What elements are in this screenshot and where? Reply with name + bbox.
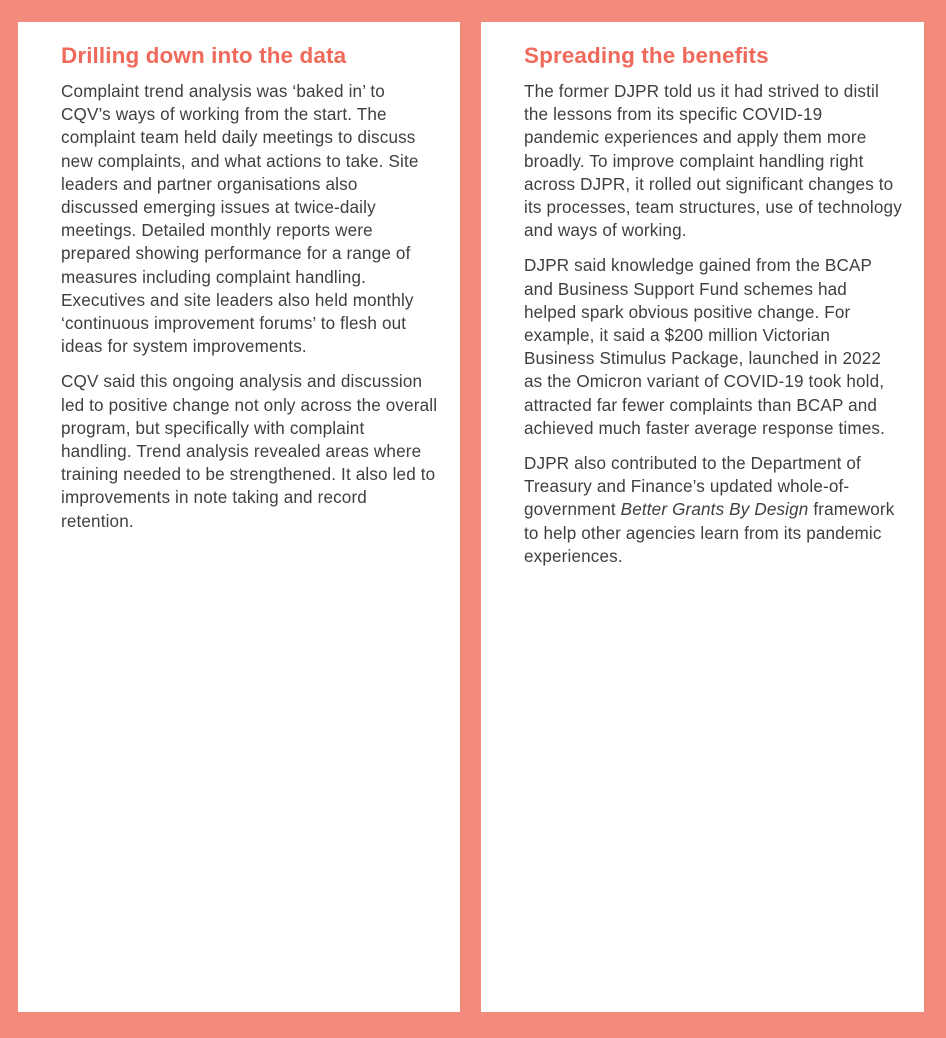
right-panel bbox=[481, 22, 924, 1012]
left-paragraph-2: CQV said this ongoing analysis and discussion led to positive change not only across the overall program, but specifically with complaint handling. Trend analysis revealed areas where training needed to be strengthened. It also led to improvements in note taking and record retention. bbox=[61, 372, 438, 531]
right-paragraph-3-end: framework to help other agencies learn from its pandemic experiences. bbox=[524, 500, 895, 566]
right-panel-title: Spreading the benefits bbox=[524, 43, 769, 68]
left-paragraph-1: Complaint trend analysis was ‘baked in’ to CQV’s ways of working from the start. The complaint team held daily meetings to discuss new complaints, and what actions to take. Site leaders and partner organisations also discussed emerging issues at twice-daily meetings. Detailed monthly reports were prepared showing performance for a range of measures including complaint handling. Executives and site leaders also held monthly ‘continuous improvement forums’ to flesh out ideas for system improvements. bbox=[61, 82, 419, 357]
right-paragraph-3-start: DJPR also contributed to the Department of Treasury and Finance’s updated whole-of-government bbox=[524, 454, 861, 520]
right-paragraph-2: DJPR said knowledge gained from the BCAP and Business Support Fund schemes had helped spark obvious positive change. For example, it said a $200 million Victorian Business Stimulus Package, launched in 2022 as the Omicron variant of COVID-19 took hold, attracted far fewer complaints than BCAP and achieved much faster average response times. bbox=[524, 256, 886, 438]
left-panel bbox=[18, 22, 460, 1012]
left-panel-title: Drilling down into the data bbox=[61, 43, 347, 68]
right-paragraph-1: The former DJPR told us it had strived to distil the lessons from its specific COVID-19 pandemic experiences and apply them more broadly. To improve complaint handling right across DJPR, it rolled out significant changes to its processes, team structures, use of technology and ways of working. bbox=[524, 82, 902, 241]
better-grants-by-design-title: Better Grants By Design bbox=[620, 500, 809, 520]
right-paragraph-3 bbox=[524, 452, 902, 568]
